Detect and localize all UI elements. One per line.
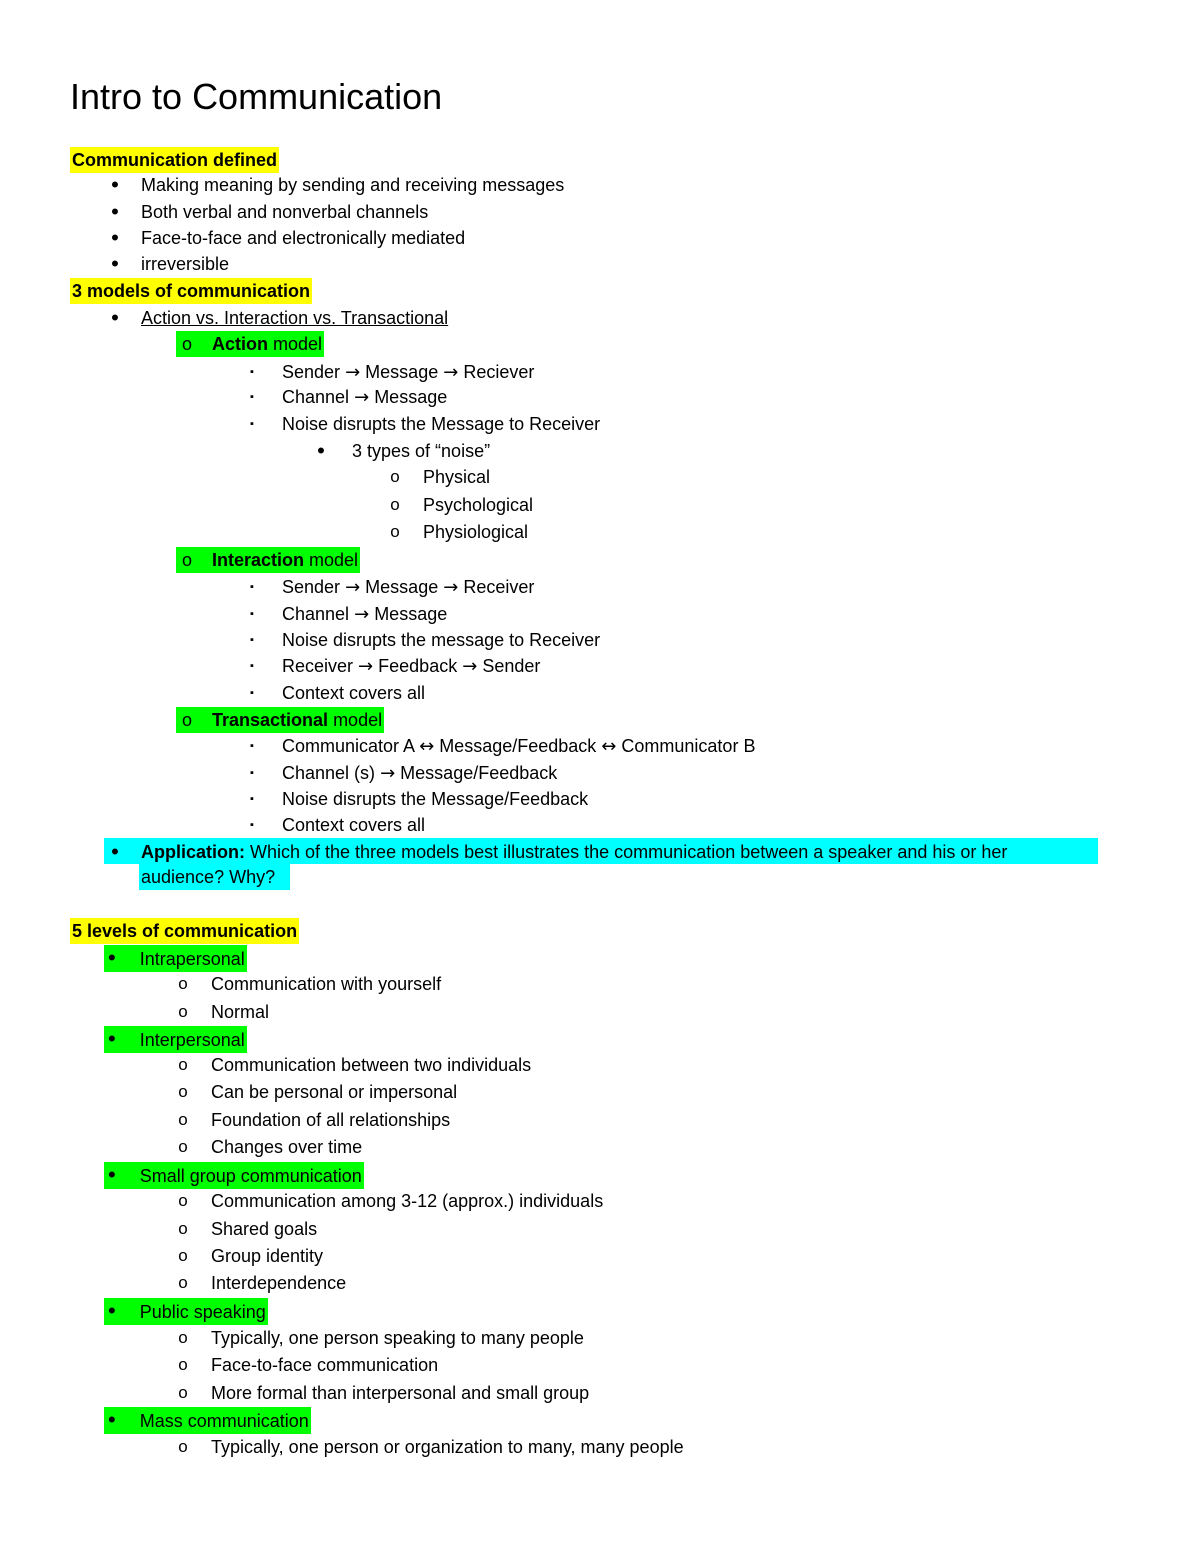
bullet-square-icon: ▪: [250, 608, 254, 620]
bullet-square-icon: ▪: [250, 660, 254, 672]
section-heading-5-levels: 5 levels of communication: [70, 918, 299, 944]
list-item: o Physiological: [0, 519, 1200, 545]
bullet-circle-icon: o: [178, 1328, 188, 1347]
arrow-right-icon: →: [443, 362, 459, 383]
arrow-right-icon: →: [354, 604, 370, 625]
bullet-dot-icon: •: [108, 1298, 116, 1323]
arrow-right-icon: →: [345, 577, 361, 598]
list-item: • Face-to-face and electronically mediated: [0, 225, 1200, 251]
model-label-action: o Action model: [176, 331, 324, 357]
bullet-circle-icon: o: [178, 1437, 188, 1456]
list-item: o Foundation of all relationships: [0, 1107, 1200, 1133]
bullet-circle-icon: o: [182, 710, 193, 730]
bullet-square-icon: ▪: [250, 418, 254, 430]
bullet-circle-icon: o: [178, 1273, 188, 1292]
bullet-dot-icon: •: [108, 1407, 116, 1432]
list-item: ▪ Sender → Message → Reciever: [0, 359, 1200, 385]
bullet-circle-icon: o: [182, 550, 193, 570]
level-label-mass-communication: • Mass communication: [104, 1407, 311, 1433]
list-item: ▪ Channel (s) → Message/Feedback: [0, 760, 1200, 786]
list-item: ▪ Receiver → Feedback → Sender: [0, 653, 1200, 679]
level-label-intrapersonal: • Intrapersonal: [104, 945, 247, 971]
list-item: o Changes over time: [0, 1134, 1200, 1160]
bullet-dot-icon: •: [111, 305, 119, 330]
bullet-circle-icon: o: [182, 334, 193, 354]
list-item: • Both verbal and nonverbal channels: [0, 199, 1200, 225]
list-item: ▪ Noise disrupts the message to Receiver: [0, 627, 1200, 653]
arrow-right-icon: →: [443, 577, 459, 598]
list-item: ▪ Context covers all: [0, 812, 1200, 838]
bullet-dot-icon: •: [111, 199, 119, 224]
section-heading-3-models: 3 models of communication: [70, 278, 312, 304]
application-question: • Application: Which of the three models best illustrates the communication between a speaker and his or her: [0, 839, 1200, 865]
bullet-dot-icon: •: [108, 1162, 116, 1187]
bullet-circle-icon: o: [178, 1110, 188, 1129]
bullet-circle-icon: o: [390, 467, 400, 486]
arrow-right-icon: →: [358, 656, 374, 677]
bullet-square-icon: ▪: [250, 366, 254, 378]
bullet-circle-icon: o: [178, 1082, 188, 1101]
level-label-small-group: • Small group communication: [104, 1162, 364, 1188]
list-item: ▪ Channel → Message: [0, 601, 1200, 627]
bullet-dot-icon: •: [108, 1026, 116, 1051]
bullet-dot-icon: •: [317, 438, 325, 463]
bullet-square-icon: ▪: [250, 793, 254, 805]
list-item: o Physical: [0, 464, 1200, 490]
bullet-square-icon: ▪: [250, 819, 254, 831]
bullet-circle-icon: o: [178, 1002, 188, 1021]
list-item: o Face-to-face communication: [0, 1352, 1200, 1378]
bullet-dot-icon: •: [108, 945, 116, 970]
list-item: ▪ Communicator A ↔ Message/Feedback ↔ Communicator B: [0, 733, 1200, 759]
list-item: o More formal than interpersonal and small group: [0, 1380, 1200, 1406]
list-item: o Psychological: [0, 492, 1200, 518]
bullet-square-icon: ▪: [250, 687, 254, 699]
arrow-right-icon: →: [354, 387, 370, 408]
bullet-circle-icon: o: [390, 495, 400, 514]
list-item: o Communication between two individuals: [0, 1052, 1200, 1078]
list-item: • 3 types of “noise”: [0, 438, 1200, 464]
arrow-both-icon: ↔: [601, 736, 617, 757]
bullet-dot-icon: •: [111, 172, 119, 197]
bullet-square-icon: ▪: [250, 391, 254, 403]
bullet-circle-icon: o: [178, 974, 188, 993]
arrow-right-icon: →: [380, 763, 396, 784]
bullet-circle-icon: o: [178, 1055, 188, 1074]
bullet-dot-icon: •: [111, 225, 119, 250]
bullet-square-icon: ▪: [250, 634, 254, 646]
bullet-dot-icon: •: [111, 251, 119, 276]
bullet-square-icon: ▪: [250, 740, 254, 752]
level-label-interpersonal: • Interpersonal: [104, 1026, 247, 1052]
bullet-circle-icon: o: [178, 1137, 188, 1156]
list-item: o Shared goals: [0, 1216, 1200, 1242]
bullet-circle-icon: o: [178, 1191, 188, 1210]
level-label-public-speaking: • Public speaking: [104, 1298, 268, 1324]
list-item: ▪ Noise disrupts the Message/Feedback: [0, 786, 1200, 812]
bullet-square-icon: ▪: [250, 581, 254, 593]
list-item: o Normal: [0, 999, 1200, 1025]
list-item: ▪ Sender → Message → Receiver: [0, 574, 1200, 600]
arrow-right-icon: →: [345, 362, 361, 383]
list-item: ▪ Noise disrupts the Message to Receiver: [0, 411, 1200, 437]
list-item: o Communication with yourself: [0, 971, 1200, 997]
page-title: Intro to Communication: [70, 76, 443, 117]
list-item: ▪ Channel → Message: [0, 384, 1200, 410]
bullet-circle-icon: o: [390, 522, 400, 541]
bullet-circle-icon: o: [178, 1355, 188, 1374]
list-item: o Typically, one person or organization to many, many people: [0, 1434, 1200, 1460]
arrow-both-icon: ↔: [419, 736, 435, 757]
bullet-dot-icon: •: [111, 839, 119, 864]
list-item: o Group identity: [0, 1243, 1200, 1269]
model-label-transactional: o Transactional model: [176, 707, 384, 733]
bullet-circle-icon: o: [178, 1219, 188, 1238]
list-item: • Action vs. Interaction vs. Transactional: [0, 305, 1200, 331]
model-label-interaction: o Interaction model: [176, 547, 360, 573]
section-heading-communication-defined: Communication defined: [70, 147, 279, 173]
bullet-square-icon: ▪: [250, 767, 254, 779]
list-item: o Interdependence: [0, 1270, 1200, 1296]
list-item: • irreversible: [0, 251, 1200, 277]
list-item: • Making meaning by sending and receiving messages: [0, 172, 1200, 198]
application-question-cont: audience? Why?: [141, 867, 276, 887]
arrow-right-icon: →: [462, 656, 478, 677]
bullet-circle-icon: o: [178, 1383, 188, 1402]
list-item: o Can be personal or impersonal: [0, 1079, 1200, 1105]
list-item: ▪ Context covers all: [0, 680, 1200, 706]
bullet-circle-icon: o: [178, 1246, 188, 1265]
list-item: o Typically, one person speaking to many people: [0, 1325, 1200, 1351]
list-item: o Communication among 3-12 (approx.) individuals: [0, 1188, 1200, 1214]
